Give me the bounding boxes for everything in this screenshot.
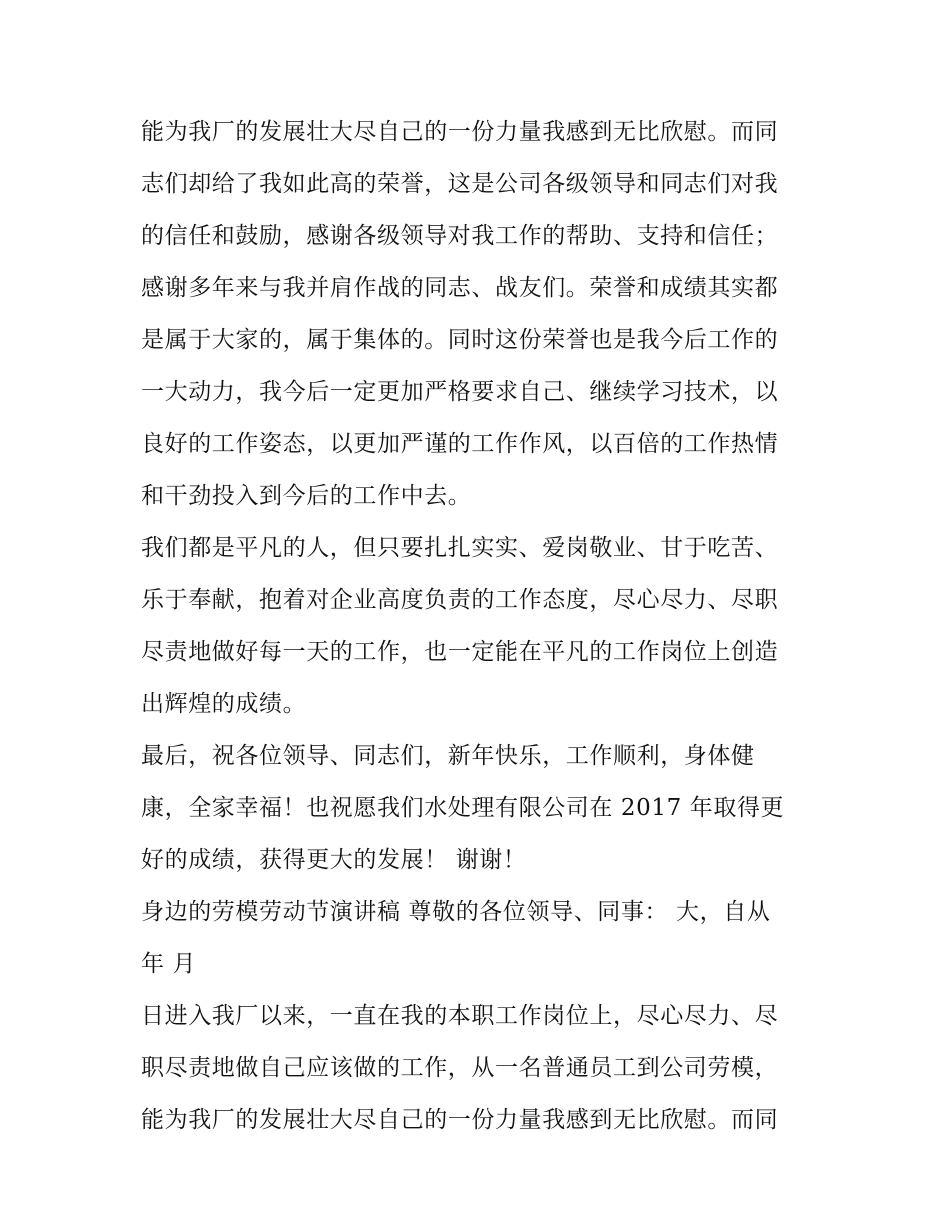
text-line: 能为我厂的发展壮大尽自己的一份力量我感到无比欣慰。而同 [141,1107,779,1133]
document-body [141,106,831,1146]
text-line: 的信任和鼓励，感谢各级领导对我工作的帮助、支持和信任； [141,223,779,249]
text-line: 出辉煌的成绩。 [141,691,307,717]
text-line: 志们却给了我如此高的荣誉，这是公司各级领导和同志们对我 [141,171,779,197]
text-line: 好的成绩，获得更大的发展！ 谢谢！ [141,847,527,873]
text-line: 身边的劳模劳动节演讲稿 尊敬的各位领导、同事： 大，自从 [141,899,771,925]
text-line: 乐于奉献，抱着对企业高度负责的工作态度，尽心尽力、尽职 [141,587,779,613]
text-line: 尽责地做好每一天的工作，也一定能在平凡的工作岗位上创造 [141,639,779,665]
text-line: 能为我厂的发展壮大尽自己的一份力量我感到无比欣慰。而同 [141,119,779,145]
text-line: 日进入我厂以来，一直在我的本职工作岗位上，尽心尽力、尽 [141,1003,779,1029]
text-line: 感谢多年来与我并肩作战的同志、战友们。荣誉和成绩其实都 [141,275,779,301]
text-line: 康，全家幸福！也祝愿我们水处理有限公司在 2017 年取得更 [141,795,785,821]
text-line: 最后，祝各位领导、同志们，新年快乐，工作顺利，身体健 [141,743,755,769]
text-line: 职尽责地做自己应该做的工作，从一名普通员工到公司劳模， [141,1055,779,1081]
text-line: 我们都是平凡的人，但只要扎扎实实、爱岗敬业、甘于吃苦、 [141,535,779,561]
text-line: 良好的工作姿态，以更加严谨的工作作风，以百倍的工作热情 [141,431,779,457]
text-line: 和干劲投入到今后的工作中去。 [141,483,472,509]
text-line: 是属于大家的，属于集体的。同时这份荣誉也是我今后工作的 [141,327,779,353]
text-line: 一大动力，我今后一定更加严格要求自己、继续学习技术，以 [141,379,779,405]
text-line: 年 月 [141,951,197,977]
